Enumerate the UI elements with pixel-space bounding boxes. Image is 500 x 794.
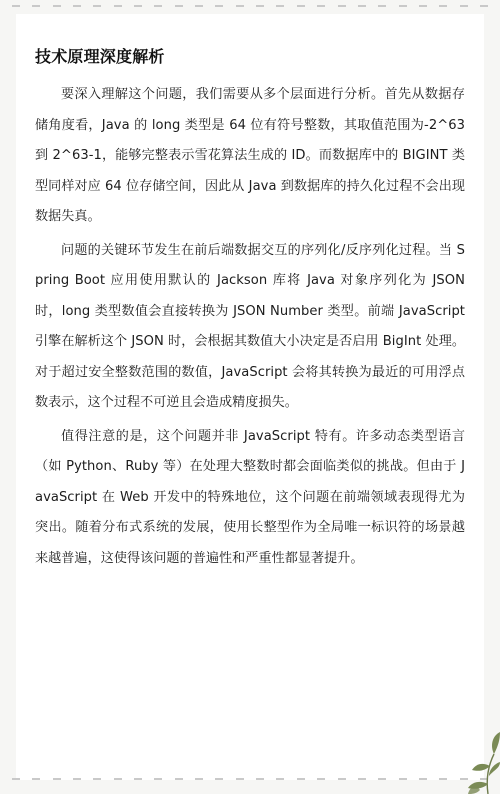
- top-border-dashes: [0, 5, 500, 9]
- paragraph: 问题的关键环节发生在前后端数据交互的序列化/反序列化过程。当 Spring Boot 应用使用默认的 Jackson 库将 Java 对象序列化为 JSON 时，long 类型数值会直接转换为 JSON Number 类型。前端 JavaScript 引擎在解析这个 JSON 时，会根据其数值大小决定是否启用 BigInt 处理。对于超过安全整数范围的数值，JavaScript 会将其转换为最近的可用浮点数表示，这个过程不可逆且会造成精度损失。: [35, 242, 465, 410]
- paragraph: 要深入理解这个问题，我们需要从多个层面进行分析。首先从数据存储角度看，Java 的 long 类型是 64 位有符号整数，其取值范围为-2^63 到 2^63-1，能够完整表示雪花算法生成的 ID。而数据库中的 BIGINT 类型同样对应 64 位存储空间，因此从 Java 到数据库的持久化过程不会出现数据失真。: [35, 87, 465, 224]
- bottom-border-dashes: [0, 778, 500, 782]
- article-title: 技术原理深度解析: [35, 47, 165, 66]
- leaf-icon: [428, 714, 500, 794]
- paragraph: 值得注意的是，这个问题并非 JavaScript 特有。许多动态类型语言（如 Python、Ruby 等）在处理大整数时都会面临类似的挑战。但由于 JavaScript 在 Web 开发中的特殊地位，这个问题在前端领域表现得尤为突出。随着分布式系统的发展，使用长整型作为全局唯一标识符的场景越来越普遍，这使得该问题的普遍性和严重性都显著提升。: [35, 428, 465, 566]
- article-body: [35, 80, 465, 577]
